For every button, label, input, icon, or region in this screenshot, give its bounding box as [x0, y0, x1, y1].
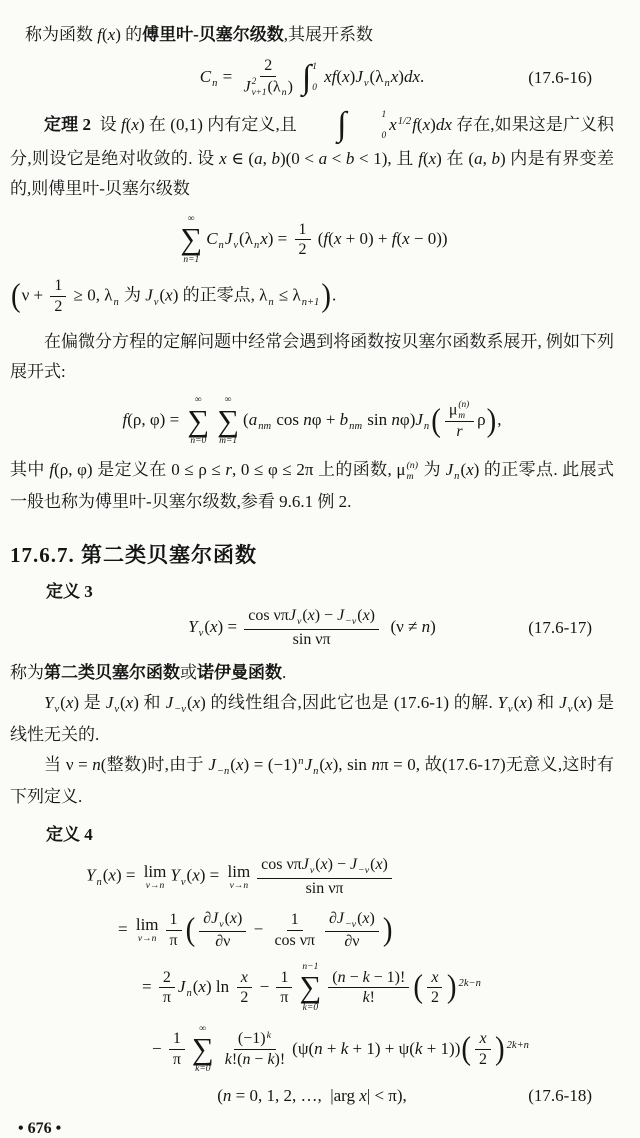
equation-17-6-16: $C_n$ = 2 J 2 ν+1 $(\lambda_n)$ ∫ 1 0 $xf(x)J_\nu(\lambda_nx)dx$. [199, 57, 425, 99]
double-series-expansion-equation: f(ρ, φ) = ∞ ∑ n=0 ∞ ∑ m=1 ($a_{nm}$ $\cos n\varphi + b_{nm}$ $\sin n\varphi)J_n$( μ (n) m r ρ), [122, 395, 502, 446]
equation-17-6-18-line-2: = lim ν→n $\frac{1}{\pi}$ ( $\frac{\partial J_\nu(x)}{\partial\nu}$ − $\frac{1}{\text{cos νπ}}$ $\frac{\partial J_{-\nu}(x)}{\partial\nu}$ ) [118, 909, 393, 951]
equation-number-17-6-17: (17.6-17) [528, 618, 592, 638]
equation-17-6-18-line-4: − $\frac{1}{\pi}$ ∞ ∑ k=0 $\frac{(-1)^k}{k!(n - k)!}$ (ψ(n + k + 1) + ψ(k + 1))( $\frac{x}{2}$ ) $^{2k+n}$ [152, 1023, 529, 1075]
definition-3-label: 定义 3 [46, 582, 93, 602]
page-number: • 676 • [18, 1119, 62, 1137]
expansion-domain-paragraph: 其中 f(ρ, φ) 是定义在 0 ≤ ρ ≤ r, 0 ≤ φ ≤ 2π 上的函数, μ (n) m 为 $J_n(x)$ 的正零点. 此展式一般也称为傅里叶-贝塞尔级数,参看 9.6.1 例 2. [10, 460, 615, 512]
intro-paragraph: 称为函数 f(x) 的傅里叶-贝塞尔级数,其展开系数 [25, 25, 374, 44]
equation-17-6-18-condition: (n = 0, 1, 2, …, |arg x| < π), [217, 1085, 407, 1105]
definition-4-label: 定义 4 [46, 825, 93, 845]
equation-number-17-6-18: (17.6-18) [528, 1085, 592, 1105]
section-heading-17-6-7: 17.6.7. 第二类贝塞尔函数 [10, 543, 257, 568]
equation-number-17-6-16: (17.6-16) [528, 68, 592, 88]
equation-17-6-17: $Y_\nu(x)$ = $\frac{\cos \nu\pi J_\nu(x) - J_{-\nu}(x)}{\text{sin νπ}}$ (ν ≠ n) [188, 607, 436, 648]
pde-expansion-paragraph: 在偏微分方程的定解问题中经常会遇到将函数按贝塞尔函数系展开, 例如下列展开式: [10, 331, 614, 382]
integer-order-paragraph: 当 ν = n(整数)时,由于 $J_{-n}(x) = (-1)^nJ_n(x)$, sin nπ = 0, 故(17.6-17)无意义,这时有下列定义. [10, 755, 615, 807]
series-conditions-note: (ν + $\frac{1}{2}$ ≥ 0, $\lambda_n$ 为 $J_\nu(x)$ 的正零点, $\lambda_n \le \lambda_{n+1}$). [11, 276, 337, 315]
equation-17-6-18-line-3: = $\frac{2}{\pi}$ $J_n(x)$ ln $\frac{x}{2}$ − $\frac{1}{\pi}$ n−1 ∑ k=0 $\frac{(n - k - 1)!}{k!}$ ( $\frac{x}{2}$ ) $^{2k-n}$ [142, 962, 481, 1013]
equation-17-6-18-line-1: $Y_n(x)$ = lim ν→n $Y_\nu(x)$ = lim ν→n $\frac{\cos \nu\pi J_\nu(x) - J_{-\nu}(x)}{\text{sin νπ}}$ [86, 855, 614, 898]
equation-17-6-18-condition-row [10, 1086, 614, 1106]
bessel-series-sum-equation: ∞ ∑ n=1 $C_nJ_\nu(\lambda_nx)$ = $\frac{1}{2}$ (f(x + 0) + f(x − 0)) [180, 214, 448, 265]
neumann-function-name-paragraph: 称为第二类贝塞尔函数或诺伊曼函数. [10, 662, 287, 682]
theorem-2-paragraph: 定理 2 设 f(x) 在 (0,1) 内有定义,且 ∫ 1 0 $x^{1/2}f(x)dx$ 存在,如果这是广义积分,则设它是绝对收敛的. 设 x ∈ (a, b)(0 < a < b < 1), 且 f(x) 在 (a, b) 内是有界变差的,则傅里叶-贝塞尔级数 [10, 106, 615, 198]
linear-combination-paragraph: $Y_\nu(x)$ 是 $J_\nu(x)$ 和 $J_{-\nu}(x)$ 的线性组合,因此它也是 (17.6-1) 的解. $Y_\nu(x)$ 和 $J_\nu(x)$ 是线性无关的. [10, 693, 614, 744]
equation-17-6-17-row [10, 606, 614, 649]
equation-17-6-16-row [10, 56, 614, 100]
